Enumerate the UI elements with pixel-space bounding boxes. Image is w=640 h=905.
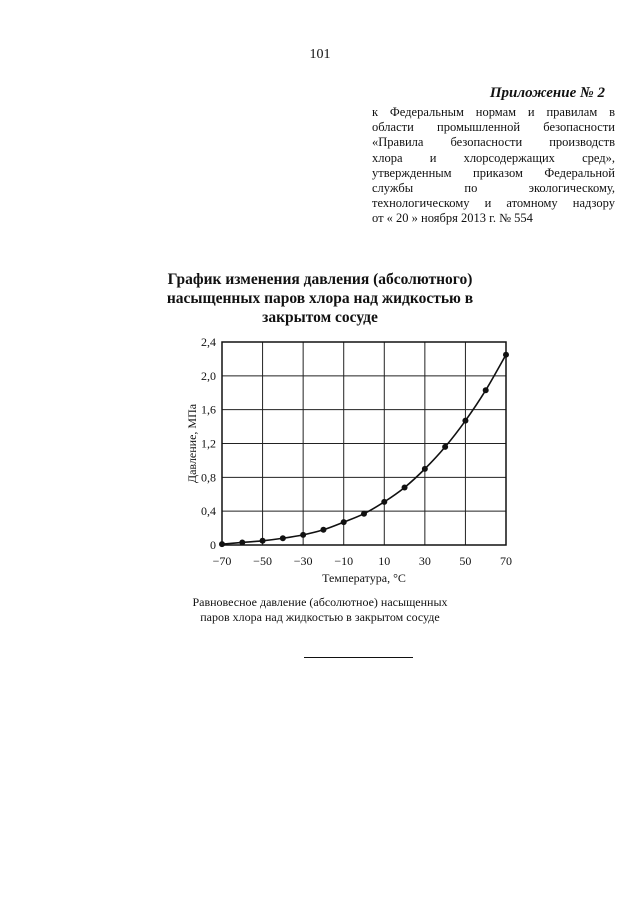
x-tick-label: −50 — [253, 554, 272, 568]
separator-line — [304, 657, 413, 658]
appendix-line: хлора и хлорсодержащих сред», — [372, 150, 615, 165]
y-tick-label: 2,0 — [201, 368, 216, 383]
data-point — [381, 499, 387, 505]
x-tick-label: −30 — [293, 554, 313, 568]
data-point — [462, 418, 468, 424]
appendix-line: службы по экологическому, — [372, 181, 615, 196]
y-tick-label: 0,4 — [201, 504, 216, 519]
appendix-line: от « 20 » ноября 2013 г. № 554 — [372, 211, 533, 226]
data-point — [483, 387, 489, 393]
data-point — [300, 532, 306, 538]
y-tick-label: 1,2 — [201, 436, 216, 451]
y-tick-label: 0 — [210, 538, 216, 552]
y-axis-label: Давление, МПа — [185, 403, 199, 484]
chart-title: График изменения давления (абсолютного) насыщенных паров хлора над жидкостью в закрытом сосуде — [166, 271, 474, 326]
caption-line: Равновесное давление (абсолютное) насыщенных — [192, 595, 448, 609]
data-point — [219, 541, 225, 547]
y-tick-label: 0,8 — [201, 470, 216, 485]
appendix-line: «Правила безопасности производств — [372, 135, 615, 150]
appendix-line: области промышленной безопасности — [372, 120, 615, 135]
data-point — [239, 539, 245, 545]
appendix-line: утвержденным приказом Федеральной — [372, 165, 615, 180]
appendix-title: Приложение № 2 — [489, 85, 605, 101]
x-tick-label: −70 — [212, 554, 232, 568]
data-point — [341, 519, 347, 525]
appendix-line: технологическому и атомному надзору — [372, 196, 615, 211]
data-point — [503, 352, 509, 358]
x-tick-label: 30 — [418, 554, 431, 568]
caption-line: паров хлора над жидкостью в закрытом сосуде — [200, 610, 440, 624]
x-tick-label: 50 — [459, 554, 472, 568]
data-point — [320, 527, 326, 533]
chart-caption — [0, 595, 640, 625]
data-point — [361, 511, 367, 517]
page-number: 101 — [309, 47, 331, 62]
x-tick-label: 10 — [378, 554, 391, 568]
x-tick-label: −10 — [334, 554, 354, 568]
appendix-line: к Федеральным нормам и правилам в — [372, 105, 615, 119]
y-tick-label: 1,6 — [201, 402, 216, 417]
data-point — [402, 484, 408, 490]
data-point — [442, 444, 448, 450]
x-axis-label: Температура, °С — [322, 571, 406, 585]
data-point — [280, 535, 286, 541]
x-tick-label: 70 — [500, 554, 512, 568]
y-tick-label: 2,4 — [201, 335, 216, 349]
data-point — [422, 466, 428, 472]
data-point — [260, 538, 266, 544]
